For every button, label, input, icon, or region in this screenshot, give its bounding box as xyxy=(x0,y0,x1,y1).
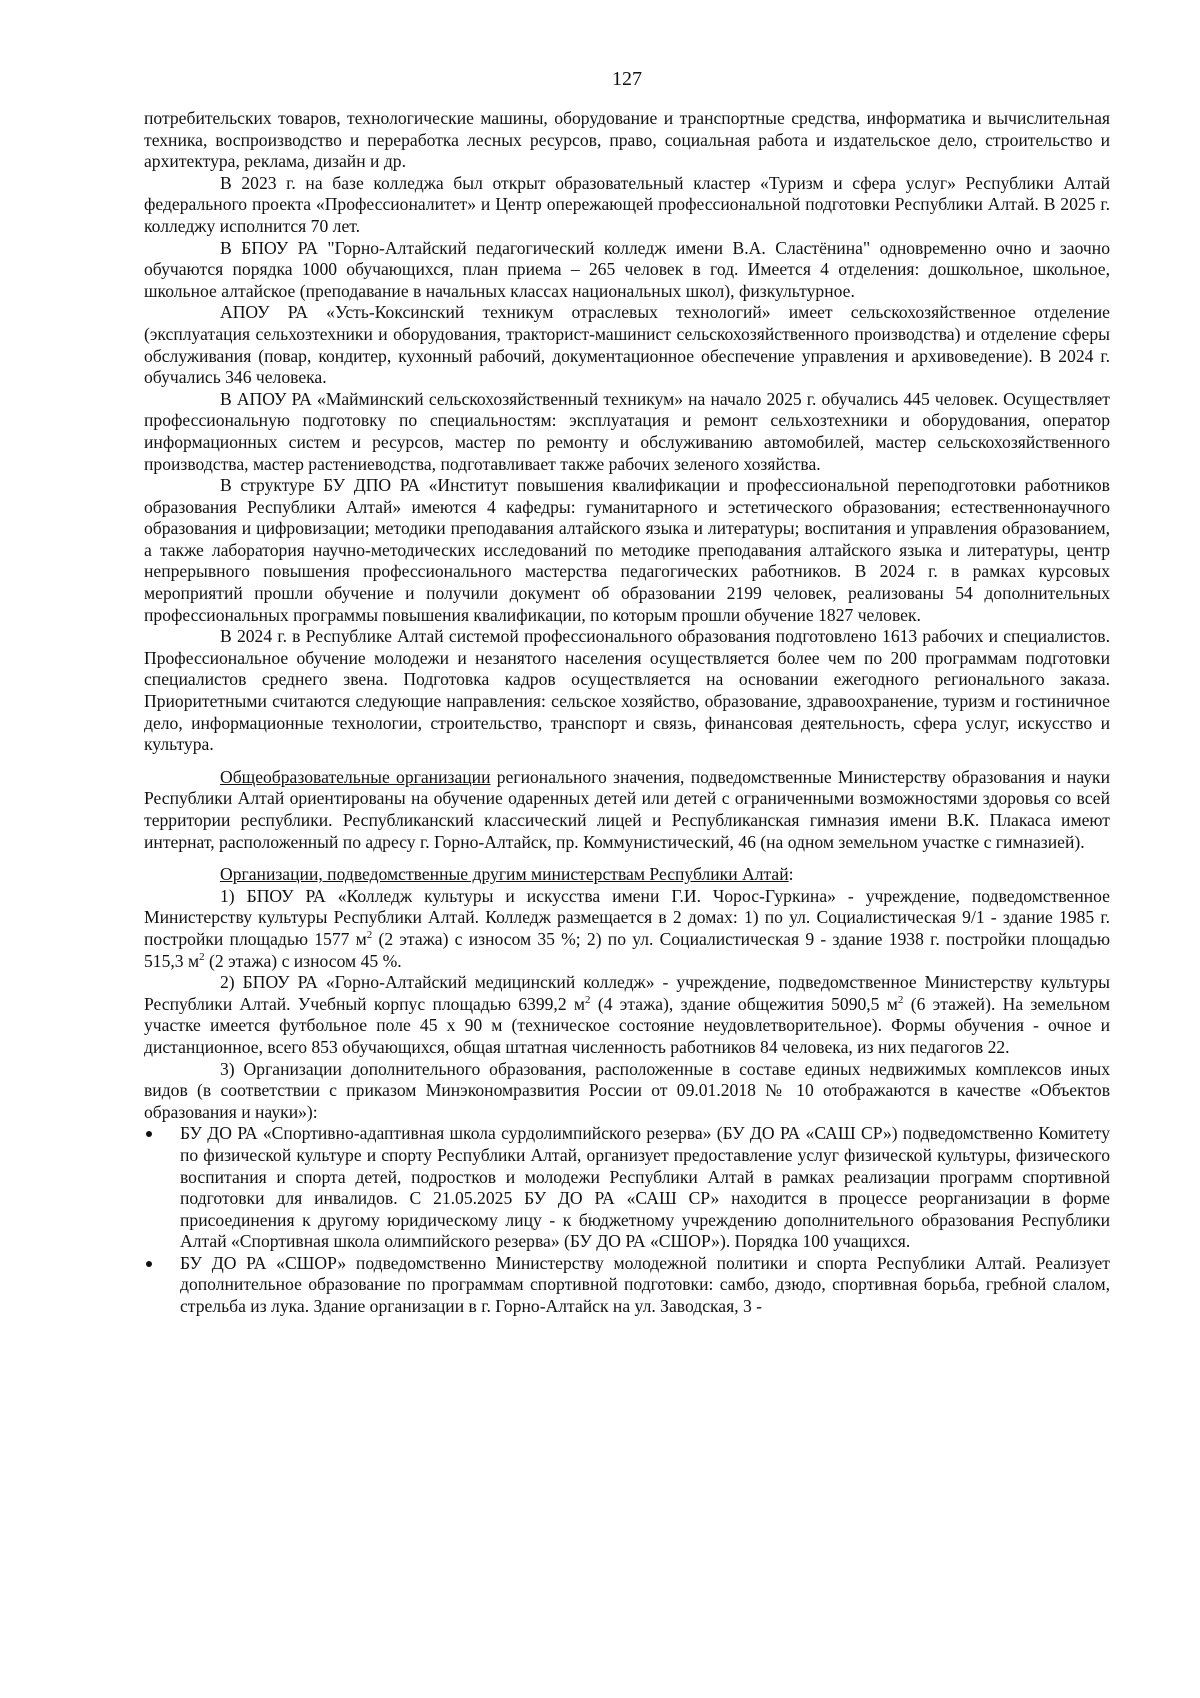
paragraph-continuation: потребительских товаров, технологические машины, оборудование и транспортные средства, информатика и вычислительная техника, воспроизводство и переработка лесных ресурсов, право, социальная работа и издательское дело, строительство и архитектура, реклама, дизайн и др. xyxy=(144,108,1110,172)
paragraph-ust-koksa: АПОУ РА «Усть-Коксинский техникум отраслевых технологий» имеет сельскохозяйственное отделение (эксплуатация сельхозтехники и оборудования, тракторист-машинист сельскохозяйственного производства) и отделение сферы обслуживания (повар, кондитер, кухонный рабочий, документационное обеспечение управления и архивоведение). В 2024 г. обучались 346 человека. xyxy=(144,302,1110,388)
culture-college-text-1: 1) БПОУ РА «Колледж культуры и искусства имени Г.И. Чорос-Гуркина» - учреждение, подведомственное Министерству культуры Республики Алтай. Колледж размещается в 2 домах: 1) по ул. Социалистическая 9/1 - здание 1985 г. постройки площадью 1577 м xyxy=(144,885,1110,949)
paragraph-cluster: В 2023 г. на базе колледжа был открыт образовательный кластер «Туризм и сфера услуг» Республики Алтай федерального проекта «Профессионалитет» и Центр опережающей профессиональной подготовки Республики Алтай. В 2025 г. колледжу исполнится 70 лет. xyxy=(144,172,1110,236)
superscript: 2 xyxy=(897,993,904,1006)
bullet-text: БУ ДО РА «Спортивно-адаптивная школа сурдолимпийского резерва» (БУ ДО РА «САШ СР») подведомственно Комитету по физической культуре и спорту Республики Алтай, организует предоставление услуг физической культуры, физического воспитания и спорта детей, подростков и молодежи Республики Алтай в рамках реализации программ спортивной подготовки для инвалидов. С 21.05.2025 БУ ДО РА «САШ СР» находится в процессе реорганизации в форме присоединения к другому юридическому лицу - к бюджетному учреждению дополнительного образования Республики Алтай «Спортивная школа олимпийского резерва» (БУ ДО РА «СШОР»). Порядка 100 учащихся. xyxy=(180,1123,1110,1252)
other-ministries-heading: Организации, подведомственные другим министерствам Республики Алтай xyxy=(220,864,789,885)
superscript: 2 xyxy=(585,993,591,1006)
paragraph-culture-college xyxy=(144,886,1110,972)
list-item xyxy=(144,1253,1110,1318)
list-item xyxy=(144,1123,1110,1253)
paragraph-pedagogical-college: В БПОУ РА "Горно-Алтайский педагогический колледж имени В.А. Сластёнина" одновременно очно и заочно обучаются порядка 1000 обучающихся, план приема – 265 человек в год. Имеется 4 отделения: дошкольное, школьное, школьное алтайское (преподавание в начальных классах национальных школ), физкультурное. xyxy=(144,237,1110,301)
paragraph-mayma: В АПОУ РА «Майминский сельскохозяйственный техникум» на начало 2025 г. обучались 445 человек. Осуществляет профессиональную подготовку по специальностям: эксплуатация и ремонт сельхозтехники и оборудования, оператор информационных систем и ресурсов, мастер по ремонту и обслуживанию автомобилей, мастер сельскохозяйственного производства, мастер растениеводства, подготавливает также рабочих зеленого хозяйства. xyxy=(144,388,1110,474)
bullet-list xyxy=(144,1123,1110,1317)
medical-college-text-1: 2) БПОУ РА «Горно-Алтайский медицинский колледж» - учреждение, подведомственное Министерству культуры Республики Алтай. Учебный корпус площадью 6399,2 м xyxy=(144,972,1110,1014)
general-education-text: регионального значения, подведомственные Министерству образования и науки Республики Алтай ориентированы на обучение одаренных детей или детей с ограниченными возможностями здоровья со всей территории республики. Республиканский классический лицей и Республиканская гимназия имени В.К. Плакаса имеют интернат, расположенный по адресу г. Горно-Алтайск, пр. Коммунистический, 46 (на одном земельном участке с гимназией). xyxy=(144,766,1110,852)
paragraph-other-ministries xyxy=(144,864,1110,886)
page-number: 127 xyxy=(612,68,642,90)
paragraph-prof-education: В 2024 г. в Республике Алтай системой профессионального образования подготовлено 1613 рабочих и специалистов. Профессиональное обучение молодежи и незанятого населения осуществляется более чем по 200 программам подготовки специалистов среднего звена. Подготовка кадров осуществляется на основании ежегодного регионального заказа. Приоритетными считаются следующие направления: сельское хозяйство, образование, здравоохранение, туризм и гостиничное дело, информационные технологии, строительство, транспорт и связь, финансовая деятельность, сфера услуг, искусство и культура. xyxy=(144,626,1110,755)
superscript: 2 xyxy=(366,929,373,942)
culture-college-text-3: (2 этажа) с износом 45 %. xyxy=(204,950,402,971)
bullet-icon xyxy=(144,1123,154,1145)
paragraph-additional-education: 3) Организации дополнительного образования, расположенные в составе единых недвижимых комплексов иных видов (в соответствии с приказом Минэкономразвития России от 09.01.2018 № 10 отображаются в качестве «Объектов образования и науки»): xyxy=(144,1058,1110,1122)
paragraph-institute: В структуре БУ ДПО РА «Институт повышения квалификации и профессиональной переподготовки работников образования Республики Алтай» имеются 4 кафедры: гуманитарного и эстетического образования; естественнонаучного образования и цифровизации; методики преподавания алтайского языка и литературы; воспитания и управления образованием, а также лаборатория научно-методических исследований по методике преподавания алтайского языка и литературы, центр непрерывного повышения профессионального мастерства педагогических работников. В 2024 г. в рамках курсовых мероприятий прошли обучение и получили документ об образовании 2199 человек, реализованы 54 дополнительных профессиональных программы повышения квалификации, по которым прошли обучение 1827 человек. xyxy=(144,475,1110,625)
culture-college-text-2: (2 этажа) с износом 35 %; 2) по ул. Социалистическая 9 - здание 1938 г. постройки площадью 515,3 м xyxy=(144,928,1110,971)
superscript: 2 xyxy=(199,950,205,963)
medical-college-text-2: (4 этажа), здание общежития 5090,5 м xyxy=(590,993,898,1014)
document-page xyxy=(144,66,1110,1318)
general-education-heading: Общеобразовательные организации xyxy=(220,766,491,787)
paragraph-general-education xyxy=(144,767,1110,853)
other-ministries-colon: : xyxy=(788,864,794,885)
bullet-text: БУ ДО РА «СШОР» подведомственно Министерству молодежной политики и спорта Республики Алтай. Реализует дополнительное образование по программам спортивной подготовки: самбо, дзюдо, спортивная борьба, гребной слалом, стрельба из лука. Здание организации в г. Горно-Алтайск на ул. Заводская, 3 - xyxy=(180,1252,1110,1317)
paragraph-medical-college xyxy=(144,972,1110,1058)
medical-college-text-3: (6 этажей). На земельном участке имеется футбольное поле 45 х 90 м (техническое состояние неудовлетворительное). Формы обучения - очное и дистанционное, всего 853 обучающихся, общая штатная численность работников 84 человека, из них педагогов 22. xyxy=(144,993,1110,1057)
bullet-icon xyxy=(144,1253,154,1275)
